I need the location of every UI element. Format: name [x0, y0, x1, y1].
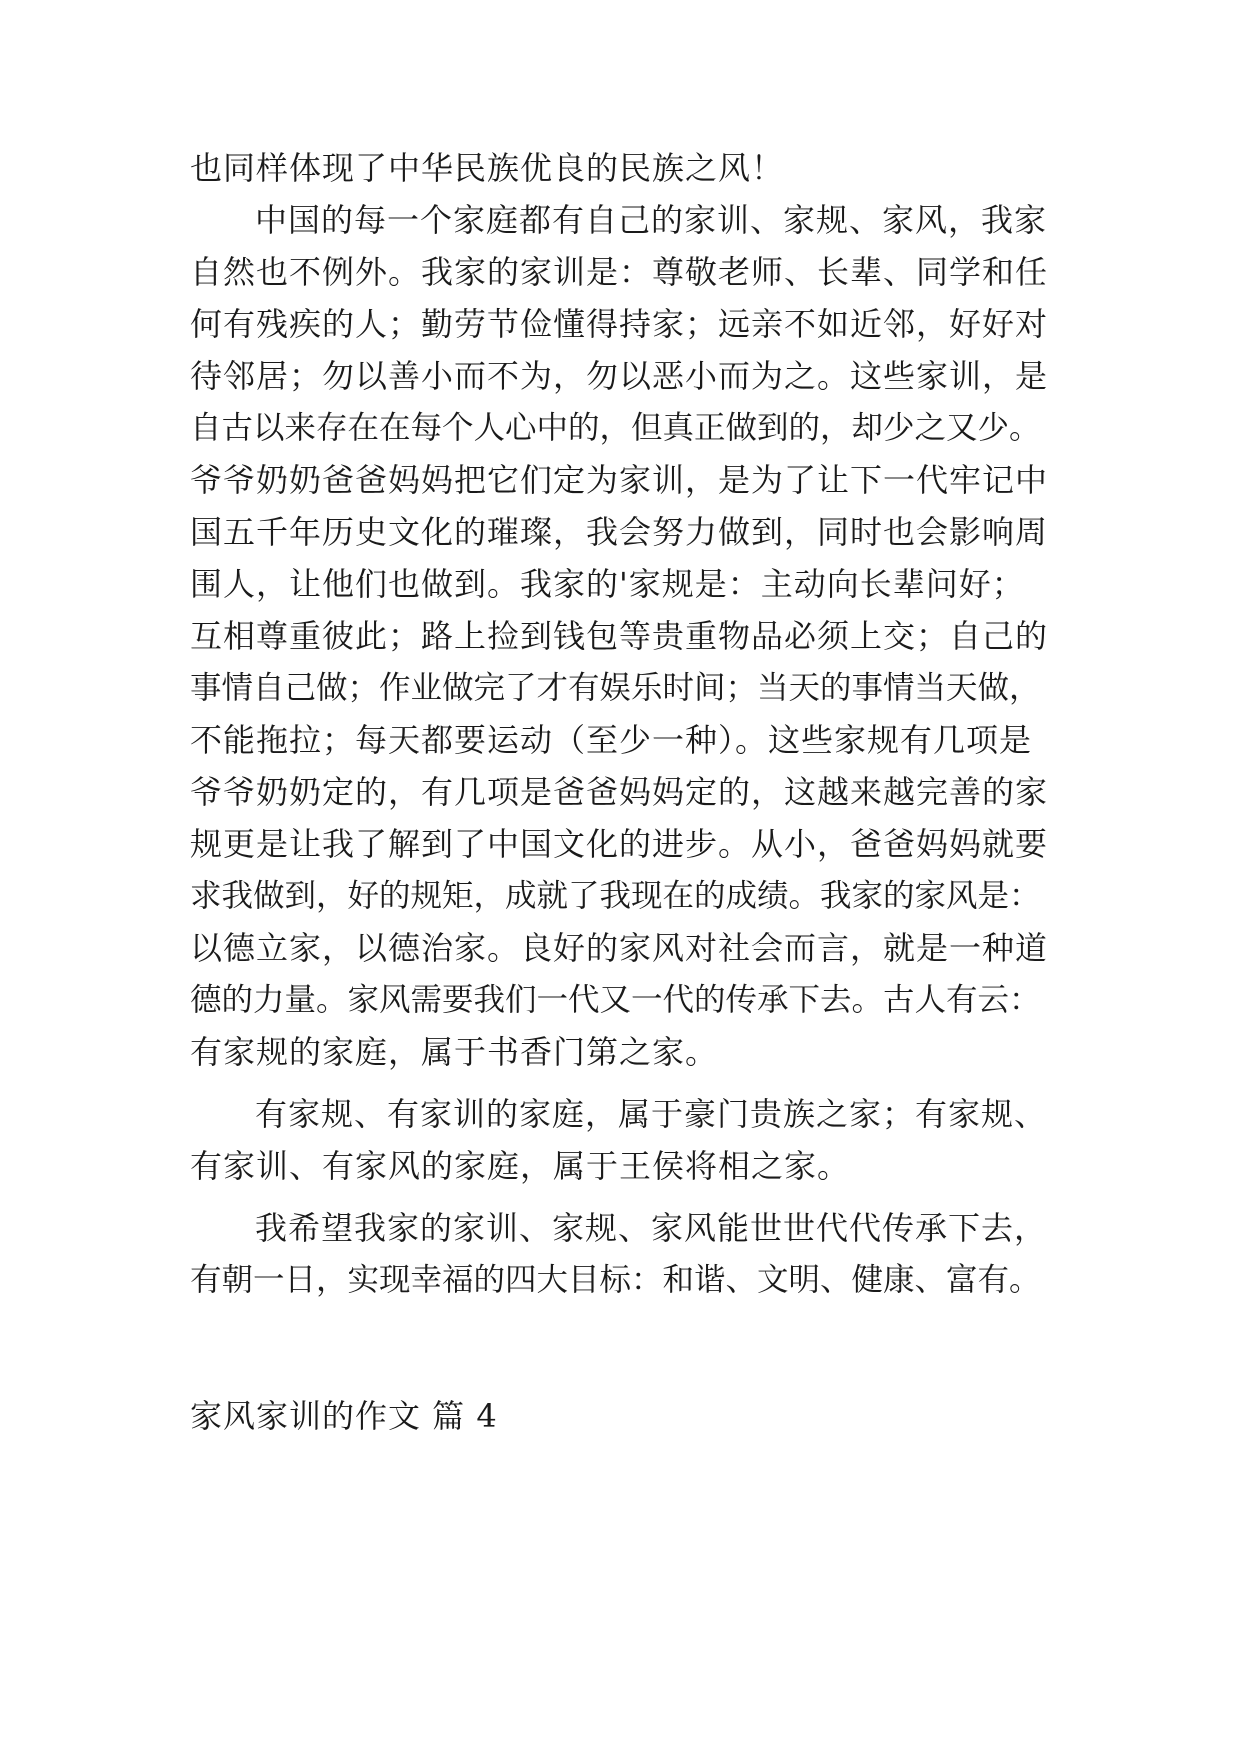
text-line: 有家规的家庭，属于书香门第之家。	[190, 1033, 719, 1071]
text-line: 自然也不例外。我家的家训是：尊敬老师、长辈、同学和任	[190, 253, 1049, 291]
text-line: 有朝一日，实现幸福的四大目标：和谐、文明、健康、富有。	[190, 1262, 1041, 1298]
paragraph-first-line: 我希望我家的家训、家规、家风能世世代代传承下去，	[255, 1209, 1048, 1247]
text-line: 待邻居；勿以善小而不为，勿以恶小而为之。这些家训，是	[190, 357, 1049, 395]
text-line: 有家训、有家风的家庭，属于王侯将相之家。	[190, 1147, 851, 1185]
text-line: 不能拖拉；每天都要运动（至少一种）。这些家规有几项是	[190, 721, 1033, 759]
paragraph-first-line: 中国的每一个家庭都有自己的家训、家规、家风，我家	[255, 201, 1048, 239]
text-line: 国五千年历史文化的璀璨，我会努力做到，同时也会影响周	[190, 513, 1049, 551]
text-line: 规更是让我了解到了中国文化的进步。从小，爸爸妈妈就要	[190, 825, 1049, 863]
text-line: 爷爷奶奶定的，有几项是爸爸妈妈定的，这越来越完善的家	[190, 773, 1049, 811]
paragraph-first-line: 有家规、有家训的家庭，属于豪门贵族之家；有家规、	[255, 1095, 1048, 1133]
text-line: 事情自己做；作业做完了才有娱乐时间；当天的事情当天做，	[190, 670, 1041, 706]
text-line: 求我做到，好的规矩，成就了我现在的成绩。我家的家风是：	[190, 878, 1041, 914]
text-line: 何有残疾的人；勤劳节俭懂得持家；远亲不如近邻，好好对	[190, 305, 1049, 343]
text-line: 自古以来存在在每个人心中的，但真正做到的，却少之又少。	[190, 410, 1041, 446]
text-line: 以德立家，以德治家。良好的家风对社会而言，就是一种道	[190, 929, 1049, 967]
text-line: 也同样体现了中华民族优良的民族之风！	[190, 149, 785, 187]
text-line: 德的力量。家风需要我们一代又一代的传承下去。古人有云：	[190, 982, 1041, 1018]
section-heading: 家风家训的作文 篇 4	[190, 1397, 498, 1435]
text-line: 互相尊重彼此；路上捡到钱包等贵重物品必须上交；自己的	[190, 617, 1049, 655]
text-line: 爷爷奶奶爸爸妈妈把它们定为家训，是为了让下一代牢记中	[190, 461, 1049, 499]
text-line: 围人，让他们也做到。我家的'家规是：主动向长辈问好；	[190, 565, 1025, 603]
